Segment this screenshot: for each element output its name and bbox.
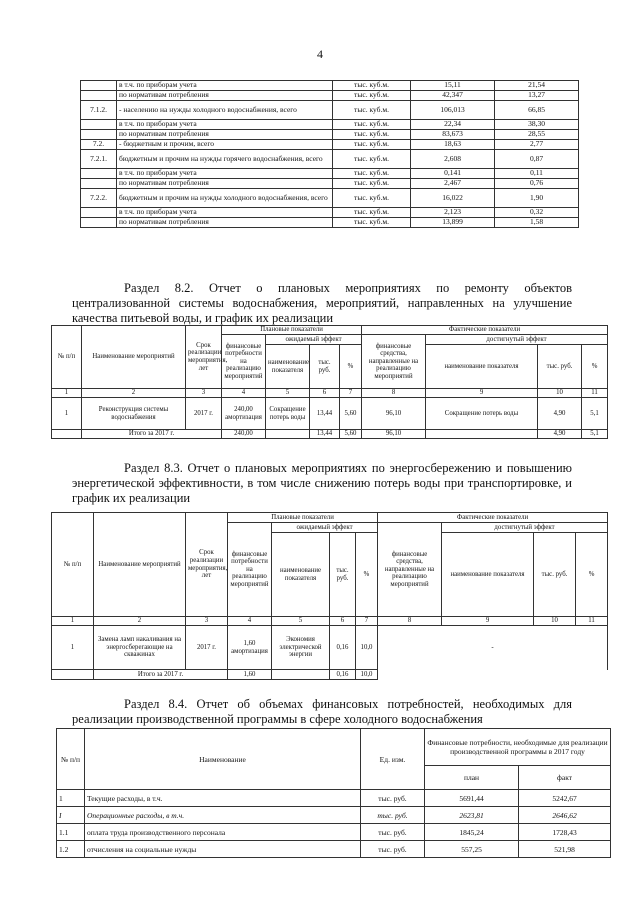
row-name: оплата труда производственного персонала bbox=[85, 824, 361, 841]
row-unit: тыс. куб.м. bbox=[333, 208, 411, 218]
col-plan: план bbox=[425, 766, 519, 790]
col-rub: тыс. руб. bbox=[330, 533, 356, 617]
section-8-2-table bbox=[51, 325, 608, 439]
page-number: 4 bbox=[317, 47, 323, 61]
table-row bbox=[81, 120, 579, 130]
col-num: № п/п bbox=[52, 513, 94, 617]
row-fact: 13,27 bbox=[495, 91, 579, 101]
row-number: 7.2.1. bbox=[81, 150, 117, 169]
col-rub: тыс. руб. bbox=[310, 345, 340, 389]
row-unit: тыс. руб. bbox=[361, 841, 425, 858]
column-number: 8 bbox=[378, 617, 442, 626]
total-row: Итого за 2017 г. 1,60 0,16 10,0 bbox=[52, 670, 608, 680]
col-term: Срок реализации мероприятия, лет bbox=[186, 326, 222, 389]
section-8-3-title: Раздел 8.3. Отчет о плановых мероприятиях по энергосбережению и повышению энергетической эффективности, в том числе снижению потерь воды при транспортировке, и график их реализации bbox=[72, 461, 572, 505]
col-expected: ожидаемый эффект bbox=[266, 335, 362, 345]
col-fin: финансовые потребности на реализацию мероприятий bbox=[228, 523, 272, 617]
row-fact: 1728,43 bbox=[519, 824, 611, 841]
col-plan-group: Плановые показатели bbox=[228, 513, 378, 523]
col-pct-fact: % bbox=[582, 345, 608, 389]
col-num: № п/п bbox=[52, 326, 82, 389]
row-name: по нормативам потребления bbox=[117, 130, 333, 140]
row-plan: 16,022 bbox=[411, 189, 495, 208]
column-number: 2 bbox=[82, 389, 186, 398]
row-fact: 1,90 bbox=[495, 189, 579, 208]
table-row bbox=[81, 208, 579, 218]
row-fact: 21,54 bbox=[495, 81, 579, 91]
row-number bbox=[81, 218, 117, 228]
row-number: 7.2.2. bbox=[81, 189, 117, 208]
column-number: 5 bbox=[266, 389, 310, 398]
row-fact: 66,85 bbox=[495, 101, 579, 120]
row-number bbox=[81, 208, 117, 218]
table-row bbox=[57, 807, 611, 824]
col-fin-fact: финансовые средства, направленные на реализацию мероприятий bbox=[362, 335, 426, 389]
row-fact: 0,11 bbox=[495, 169, 579, 179]
col-rub-fact: тыс. руб. bbox=[534, 533, 576, 617]
table-row bbox=[81, 91, 579, 101]
section-8-3-table bbox=[51, 512, 608, 680]
row-fact: 1,58 bbox=[495, 218, 579, 228]
row-number: 1.2 bbox=[57, 841, 85, 858]
col-achieved: достигнутый эффект bbox=[442, 523, 608, 533]
col-ind-name-fact: наименование показателя bbox=[442, 533, 534, 617]
row-unit: тыс. руб. bbox=[361, 824, 425, 841]
column-number: 1 bbox=[52, 617, 94, 626]
col-pct-fact: % bbox=[576, 533, 608, 617]
row-unit: тыс. куб.м. bbox=[333, 150, 411, 169]
row-fact: 2646,62 bbox=[519, 807, 611, 824]
col-name: Наименование мероприятий bbox=[82, 326, 186, 389]
row-number bbox=[81, 179, 117, 189]
table-row bbox=[57, 824, 611, 841]
row-unit: тыс. куб.м. bbox=[333, 130, 411, 140]
row-name: отчисления на социальные нужды bbox=[85, 841, 361, 858]
row-fact: 0,76 bbox=[495, 179, 579, 189]
row-unit: тыс. куб.м. bbox=[333, 218, 411, 228]
row-number: 1 bbox=[57, 790, 85, 807]
row-name: в т.ч. по приборам учета bbox=[117, 208, 333, 218]
table-row bbox=[81, 101, 579, 120]
column-number: 7 bbox=[356, 617, 378, 626]
column-numbers-row bbox=[52, 389, 608, 398]
row-number bbox=[81, 91, 117, 101]
row-name: Операционные расходы, в т.ч. bbox=[85, 807, 361, 824]
row-unit: тыс. куб.м. bbox=[333, 101, 411, 120]
table-row bbox=[57, 841, 611, 858]
row-plan: 13,899 bbox=[411, 218, 495, 228]
row-number: 7.2. bbox=[81, 140, 117, 150]
col-fact-group: Фактические показатели bbox=[378, 513, 608, 523]
row-name: в т.ч. по приборам учета bbox=[117, 120, 333, 130]
row-number bbox=[81, 81, 117, 91]
row-name: бюджетным и прочим на нужды холодного водоснабжения, всего bbox=[117, 189, 333, 208]
column-number: 4 bbox=[222, 389, 266, 398]
col-ind-name: наименование показателя bbox=[266, 345, 310, 389]
col-rub-fact: тыс. руб. bbox=[538, 345, 582, 389]
row-fact: 0,32 bbox=[495, 208, 579, 218]
col-ind-name: наименование показателя bbox=[272, 533, 330, 617]
row-plan: 5691,44 bbox=[425, 790, 519, 807]
col-fin: финансовые потребности на реализацию мероприятий bbox=[222, 335, 266, 389]
column-number: 6 bbox=[310, 389, 340, 398]
column-number: 1 bbox=[52, 389, 82, 398]
table-row bbox=[57, 790, 611, 807]
column-number: 3 bbox=[186, 389, 222, 398]
row-name: в т.ч. по приборам учета bbox=[117, 81, 333, 91]
col-name: Наименование мероприятий bbox=[94, 513, 186, 617]
table-row bbox=[81, 169, 579, 179]
column-number: 4 bbox=[228, 617, 272, 626]
col-term: Срок реализации мероприятия, лет bbox=[186, 513, 228, 617]
row-fact: 28,55 bbox=[495, 130, 579, 140]
row-name: - населению на нужды холодного водоснабжения, всего bbox=[117, 101, 333, 120]
row-number: 7.1.2. bbox=[81, 101, 117, 120]
row-plan: 2,123 bbox=[411, 208, 495, 218]
row-name: по нормативам потребления bbox=[117, 218, 333, 228]
row-number bbox=[81, 130, 117, 140]
table-row bbox=[81, 218, 579, 228]
col-plan-group: Плановые показатели bbox=[222, 326, 362, 335]
column-number: 9 bbox=[426, 389, 538, 398]
row-unit: тыс. руб. bbox=[361, 807, 425, 824]
row-number: 1.1 bbox=[57, 824, 85, 841]
column-number: 2 bbox=[94, 617, 186, 626]
row-fact: 521,98 bbox=[519, 841, 611, 858]
row-fact: 2,77 bbox=[495, 140, 579, 150]
col-ind-name-fact: наименование показателя bbox=[426, 345, 538, 389]
row-plan: 2,608 bbox=[411, 150, 495, 169]
section-8-4-table bbox=[56, 728, 611, 858]
column-number: 5 bbox=[272, 617, 330, 626]
total-row: Итого за 2017 г. 240,00 13,44 5,60 96,10 4,90 5,1 bbox=[52, 430, 608, 439]
consumption-table bbox=[80, 80, 579, 228]
column-number: 3 bbox=[186, 617, 228, 626]
row-plan: 15,11 bbox=[411, 81, 495, 91]
row-plan: 83,673 bbox=[411, 130, 495, 140]
row-name: - бюджетным и прочим, всего bbox=[117, 140, 333, 150]
row-plan: 42,347 bbox=[411, 91, 495, 101]
row-name: по нормативам потребления bbox=[117, 179, 333, 189]
column-number: 7 bbox=[340, 389, 362, 398]
column-number: 8 bbox=[362, 389, 426, 398]
row-plan: 106,013 bbox=[411, 101, 495, 120]
col-fact-group: Фактические показатели bbox=[362, 326, 608, 335]
col-unit: Ед. изм. bbox=[361, 729, 425, 790]
col-fin-fact: финансовые средства, направленные на реализацию мероприятий bbox=[378, 523, 442, 617]
column-number: 6 bbox=[330, 617, 356, 626]
table-row bbox=[81, 179, 579, 189]
col-name: Наименование bbox=[85, 729, 361, 790]
row-unit: тыс. куб.м. bbox=[333, 120, 411, 130]
row-unit: тыс. куб.м. bbox=[333, 81, 411, 91]
section-8-2-title: Раздел 8.2. Отчет о плановых мероприятиях по ремонту объектов централизованной системы водоснабжения, мероприятий, направленных на улучшение качества питьевой воды, и график их реализации bbox=[72, 281, 572, 325]
row-plan: 22,34 bbox=[411, 120, 495, 130]
row-unit: тыс. куб.м. bbox=[333, 91, 411, 101]
row-unit: тыс. куб.м. bbox=[333, 189, 411, 208]
col-fact: факт bbox=[519, 766, 611, 790]
table-row bbox=[81, 130, 579, 140]
row-unit: тыс. руб. bbox=[361, 790, 425, 807]
row-plan: 18,63 bbox=[411, 140, 495, 150]
column-number: 11 bbox=[576, 617, 608, 626]
row-number: I bbox=[57, 807, 85, 824]
table-row bbox=[81, 189, 579, 208]
row-fact: 5242,67 bbox=[519, 790, 611, 807]
table-row bbox=[81, 140, 579, 150]
table-row: 1 Замена ламп накаливания на энергосберегающие на скважинах 2017 г. 1,60 амортизация Экономия электрической энергии 0,16 10,0 - bbox=[52, 626, 608, 670]
table-row: 1 Реконструкция системы водоснабжения 2017 г. 240,00 амортизация Сокращение потерь воды 13,44 5,60 96,10 Сокращение потерь воды 4,90 5,1 bbox=[52, 398, 608, 430]
row-plan: 2,467 bbox=[411, 179, 495, 189]
row-number bbox=[81, 120, 117, 130]
row-unit: тыс. куб.м. bbox=[333, 179, 411, 189]
column-number: 9 bbox=[442, 617, 534, 626]
column-number: 10 bbox=[538, 389, 582, 398]
column-numbers-row bbox=[52, 617, 608, 626]
col-achieved: достигнутый эффект bbox=[426, 335, 608, 345]
col-fin: Финансовые потребности, необходимые для реализации производственной программы в 2017 году bbox=[425, 729, 611, 766]
row-plan: 1845,24 bbox=[425, 824, 519, 841]
row-plan: 2623,81 bbox=[425, 807, 519, 824]
column-number: 10 bbox=[534, 617, 576, 626]
col-expected: ожидаемый эффект bbox=[272, 523, 378, 533]
col-num: № п/п bbox=[57, 729, 85, 790]
col-pct: % bbox=[340, 345, 362, 389]
row-plan: 557,25 bbox=[425, 841, 519, 858]
column-number: 11 bbox=[582, 389, 608, 398]
row-name: в т.ч. по приборам учета bbox=[117, 169, 333, 179]
row-name: Текущие расходы, в т.ч. bbox=[85, 790, 361, 807]
row-fact: 0,87 bbox=[495, 150, 579, 169]
row-name: по нормативам потребления bbox=[117, 91, 333, 101]
section-8-4-title: Раздел 8.4. Отчет об объемах финансовых потребностей, необходимых для реализации производственной программы в сфере холодного водоснабжения bbox=[72, 697, 572, 726]
row-unit: тыс. куб.м. bbox=[333, 169, 411, 179]
row-number bbox=[81, 169, 117, 179]
table-row bbox=[81, 150, 579, 169]
table-row bbox=[81, 81, 579, 91]
row-name: бюджетным и прочим на нужды горячего водоснабжения, всего bbox=[117, 150, 333, 169]
col-pct: % bbox=[356, 533, 378, 617]
row-unit: тыс. куб.м. bbox=[333, 140, 411, 150]
row-plan: 0,141 bbox=[411, 169, 495, 179]
row-fact: 38,30 bbox=[495, 120, 579, 130]
